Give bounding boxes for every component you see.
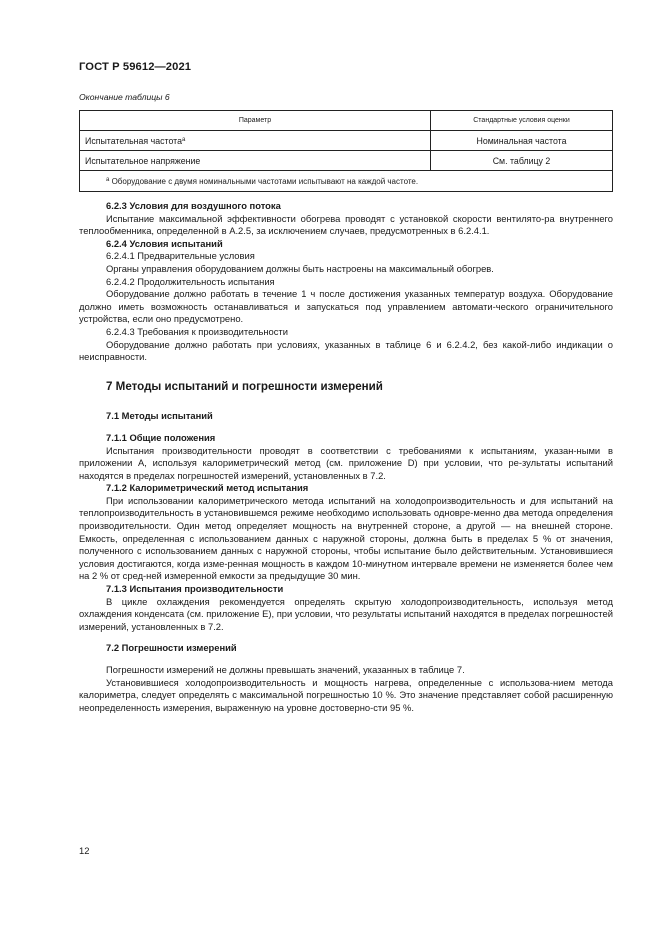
table-cell-value: См. таблицу 2: [431, 151, 613, 171]
section-heading: 6.2.3 Условия для воздушного потока: [106, 200, 281, 211]
paragraph: Оборудование должно работать при условиях, указанных в таблице 6 и 6.2.4.2, без какой-либо индикации о неисправности.: [79, 338, 613, 363]
table-footnote: [80, 171, 613, 192]
paragraph: Органы управления оборудованием должны быть настроены на максимальный обогрев.: [106, 262, 494, 274]
paragraph: Погрешности измерений не должны превышать значений, указанных в таблице 7.: [106, 664, 465, 675]
standard-header: ГОСТ Р 59612—2021: [79, 61, 192, 73]
table-6: [79, 110, 613, 192]
subsection-heading: 6.2.4.3 Требования к производительности: [106, 325, 288, 337]
paragraph: Испытание максимальной эффективности обогрева проводят с установкой скорости вентилято-ра внутреннего теплообменника, определенной в А.2.5, за исключением случаев, предусмотренных в 6.2.4.1.: [79, 212, 613, 237]
table-header-row: [80, 111, 613, 131]
paragraph: При использовании калориметрического метода испытаний на холодопроизводительность и для испытаний на теплопроизводительность в установившемся режиме необходимо использовать одновре-менно два метода определения производительности. Один метод определяет мощность на внутренней стороне, а другой — на внешней стороне. Емкость, определенная с использованием данных с наружной стороны, должна быть в пределах 5 % от значения, полученного с использованием данных с наружной стороны, чтобы испытание было действительным. Установившиеся условия достигаются, когда изме-ренная мощность в каждом 10-минутном интервале времени не изменяется более чем на 2 % от сред-ней измеренной емкости за предыдущие 30 мин.: [79, 494, 613, 582]
section-heading: 7.1.2 Калориметрический метод испытания: [106, 482, 309, 494]
section-heading: 7.1.1 Общие положения: [106, 431, 216, 443]
table-cell-parameter: [80, 131, 431, 151]
chapter-title: 7 Методы испытаний и погрешности измерений: [106, 379, 383, 393]
table-cell-value: Номинальная частота: [431, 131, 613, 151]
paragraph: Установившиеся холодопроизводительность и мощность нагрева, определенные с использова-нием метода калориметра, следует определять с максимальной погрешностью 10 %. Это значение представляет собой расширенную неопределенность измерения, выраженную на уровне достоверно-сти 95 %.: [79, 676, 613, 713]
section-heading: 7.1.3 Испытания производительности: [106, 583, 284, 595]
section-heading: 7.1 Методы испытаний: [106, 410, 213, 422]
paragraph: Оборудование должно работать в течение 1 ч после достижения указанных температур воздуха. Оборудование должно иметь возможность останавливаться и запускаться под управлением автомати-ческого ограничительного устройства, если оно предусмотрено.: [79, 288, 613, 325]
table-row: [80, 151, 613, 171]
paragraph: Испытания производительности проводят в соответствии с требованиями к испытаниям, указан-ными в приложении А, используя калориметрический метод (см. приложение D) при условии, что ре-зультаты испытаний находятся в пределах погрешностей измерений, установленных в 7.2.: [79, 444, 613, 481]
page-number: 12: [79, 845, 90, 856]
table-row: [80, 131, 613, 151]
table-footnote-row: [80, 171, 613, 192]
section-heading: 7.2 Погрешности измерений: [106, 642, 237, 654]
footnote-ref: a: [181, 136, 186, 143]
paragraph: В цикле охлаждения рекомендуется определять скрытую холодопроизводительность, используя метод охлаждения конденсата (см. приложение Е), при условии, что результаты испытаний находятся в пределах погрешностей измерений, установленных в 7.2.: [79, 595, 613, 632]
subsection-heading: 6.2.4.1 Предварительные условия: [106, 250, 255, 262]
column-header-parameter: Параметр: [80, 111, 431, 131]
section-heading: 6.2.4 Условия испытаний: [106, 237, 223, 249]
parameter-text: Испытательная частота: [85, 135, 182, 146]
footnote-mark: a: [106, 176, 110, 183]
subsection-heading: 6.2.4.2 Продолжительность испытания: [106, 275, 275, 287]
footnote-text: Оборудование с двумя номинальными частотами испытывают на каждой частоте.: [111, 176, 419, 186]
column-header-conditions: Стандартные условия оценки: [431, 111, 613, 131]
table-cell-parameter: Испытательное напряжение: [80, 151, 431, 171]
body-text: [79, 200, 613, 714]
table-caption: Окончание таблицы 6: [79, 92, 170, 102]
